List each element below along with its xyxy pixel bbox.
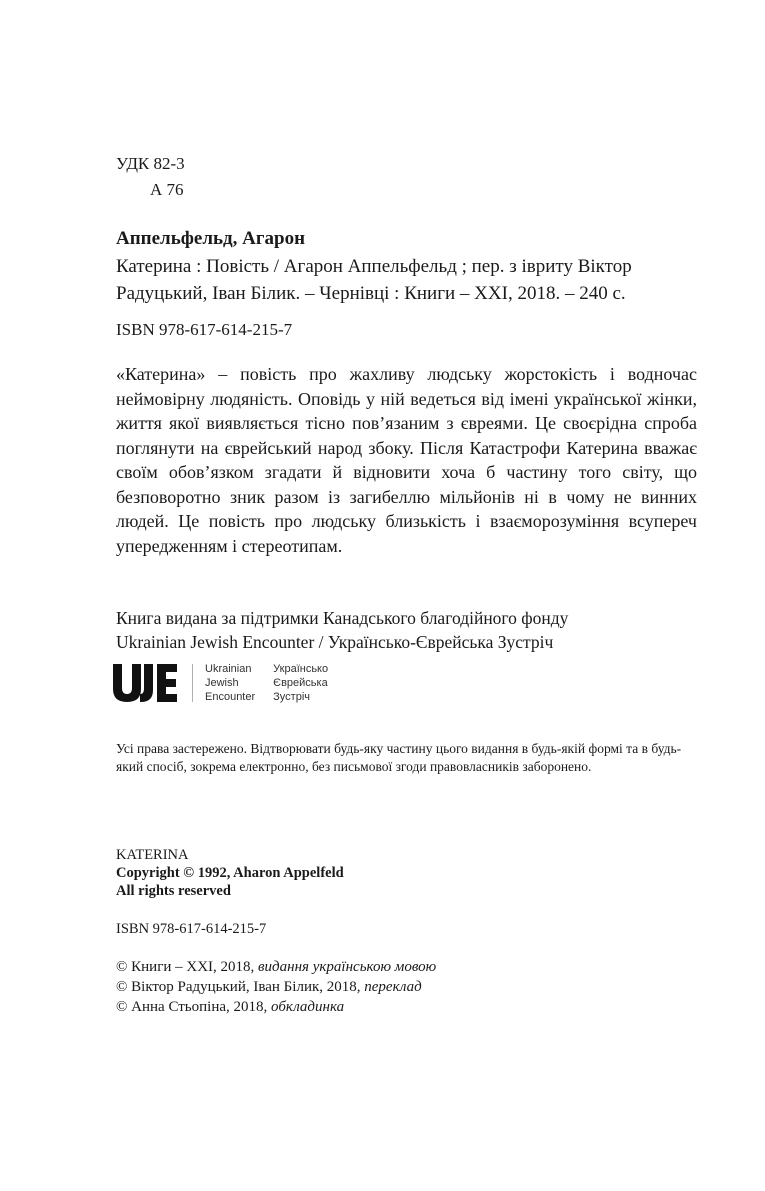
logo-text-english: Ukrainian Jewish Encounter (205, 663, 256, 703)
book-annotation: «Катерина» – повість про жахливу людську жорстокість і водночас неймовірну людяність. Оповідь у ній ведеться від імені української жінки, життя якої виявляється тісно пов’язаним з євреями. Це своєрідна спроба поглянути на єврейський народ збоку. Після Катастрофи Катерина вважає своїм обов’язком згадати й відновити хоча б частину того світу, що безповоротно зник разом із загибеллю мільйонів ні в чому не винних людей. Це повість про людську близькість і взаєморозуміння всупереч упередженням і стереотипам. (116, 364, 697, 556)
credit-role: переклад (364, 979, 422, 995)
support-statement (116, 606, 568, 654)
credits-block (116, 957, 436, 1017)
udk-block (116, 151, 185, 203)
support-line-1: Книга видана за підтримки Канадського благодійного фонду (116, 608, 569, 628)
all-rights-line: All rights reserved (116, 883, 231, 899)
isbn-top: ISBN 978-617-614-215-7 (116, 320, 293, 339)
author-sign: А 76 (150, 180, 184, 199)
uje-logo-mark (112, 663, 178, 703)
support-line-2: Ukrainian Jewish Encounter / Українсько-Єврейська Зустріч (116, 632, 554, 652)
uje-logo (112, 661, 328, 705)
udk-code: УДК 82-3 (116, 154, 185, 173)
bibliographic-description: Катерина : Повість / Агарон Аппельфельд ; пер. з івриту Віктор Радуцький, Іван Білик. – Чернівці : Книги – XXI, 2018. – 240 с. (116, 256, 632, 304)
logo-text-ukrainian: Українсько Єврейська Зустріч (273, 663, 329, 703)
original-copyright (116, 846, 344, 900)
logo-divider (192, 664, 193, 702)
original-title: KATERINA (116, 847, 189, 863)
rights-notice: Усі права застережено. Відтворювати будь-яку частину цього видання в будь-якій формі та в будь-який спосіб, зокрема електронно, без письмової згоди правовласників заборонено. (116, 741, 682, 774)
credit-role: видання українською мовою (258, 959, 437, 975)
credit-line: © Віктор Радуцький, Іван Білик, 2018, переклад (116, 979, 422, 995)
credit-line: © Книги – XXI, 2018, видання українською мовою (116, 959, 437, 975)
credit-line: © Анна Стьопіна, 2018, обкладинка (116, 999, 345, 1015)
copyright-line: Copyright © 1992, Aharon Appelfeld (116, 865, 344, 881)
isbn-bottom: ISBN 978-617-614-215-7 (116, 921, 267, 937)
author-heading: Аппельфельд, Агарон (116, 228, 306, 249)
credit-role: обкладинка (271, 999, 345, 1015)
